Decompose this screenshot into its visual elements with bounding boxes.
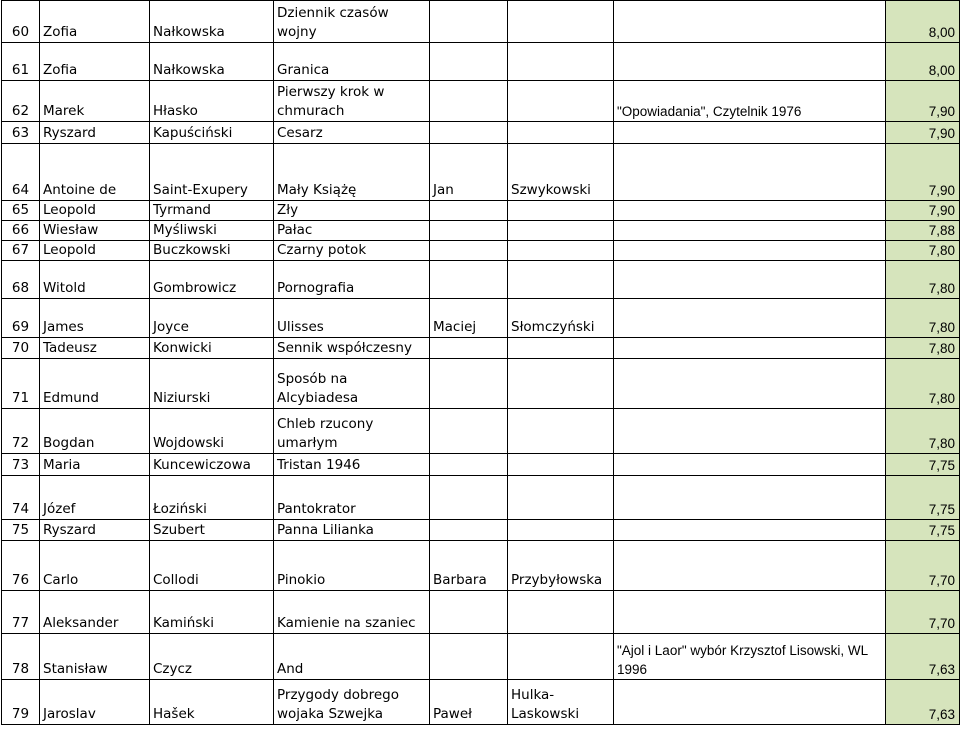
book-title: Dziennik czasów wojny [274, 1, 430, 43]
author-last-name: Buczkowski [150, 241, 274, 261]
row-number: 60 [2, 1, 40, 43]
translator-last-name: Szwykowski [508, 144, 614, 201]
rating-value: 7,90 [886, 144, 960, 201]
author-last-name: Collodi [150, 541, 274, 591]
rating-value: 8,00 [886, 1, 960, 43]
row-number: 76 [2, 541, 40, 591]
row-number: 79 [2, 680, 40, 725]
book-title: Tristan 1946 [274, 454, 430, 476]
edition-note [614, 454, 886, 476]
translator-first-name [430, 476, 508, 520]
translator-last-name [508, 359, 614, 409]
author-last-name: Wojdowski [150, 409, 274, 454]
rating-value: 7,75 [886, 476, 960, 520]
translator-first-name [430, 201, 508, 221]
row-number: 65 [2, 201, 40, 221]
author-last-name: Niziurski [150, 359, 274, 409]
table-row [2, 591, 960, 634]
rating-value: 7,90 [886, 122, 960, 144]
table-row [2, 144, 960, 201]
author-first-name: Ryszard [40, 520, 150, 541]
rating-value: 7,63 [886, 634, 960, 680]
author-last-name: Szubert [150, 520, 274, 541]
table-row [2, 1, 960, 43]
edition-note [614, 43, 886, 81]
author-first-name: Marek [40, 81, 150, 122]
books-table [1, 0, 960, 725]
table-row [2, 454, 960, 476]
edition-note [614, 680, 886, 725]
book-title: Ulisses [274, 299, 430, 338]
author-last-name: Nałkowska [150, 1, 274, 43]
row-number: 77 [2, 591, 40, 634]
translator-first-name [430, 43, 508, 81]
book-title: Pałac [274, 221, 430, 241]
row-number: 78 [2, 634, 40, 680]
row-number: 71 [2, 359, 40, 409]
translator-first-name [430, 261, 508, 299]
author-last-name: Hašek [150, 680, 274, 725]
translator-last-name [508, 221, 614, 241]
table-row [2, 409, 960, 454]
translator-last-name [508, 43, 614, 81]
author-first-name: Carlo [40, 541, 150, 591]
translator-first-name [430, 454, 508, 476]
author-first-name: Bogdan [40, 409, 150, 454]
edition-note [614, 338, 886, 359]
rating-value: 7,80 [886, 241, 960, 261]
author-first-name: Jaroslav [40, 680, 150, 725]
book-title: Zły [274, 201, 430, 221]
book-title: Sennik współczesny [274, 338, 430, 359]
table-row [2, 359, 960, 409]
rating-value: 7,70 [886, 541, 960, 591]
table-row [2, 43, 960, 81]
row-number: 64 [2, 144, 40, 201]
author-first-name: Ryszard [40, 122, 150, 144]
translator-first-name [430, 520, 508, 541]
table-row [2, 81, 960, 122]
author-first-name: Józef [40, 476, 150, 520]
row-number: 69 [2, 299, 40, 338]
edition-note [614, 144, 886, 201]
edition-note [614, 591, 886, 634]
table-row [2, 241, 960, 261]
row-number: 68 [2, 261, 40, 299]
book-title: Sposób na Alcybiadesa [274, 359, 430, 409]
translator-first-name [430, 221, 508, 241]
row-number: 66 [2, 221, 40, 241]
author-first-name: Zofia [40, 1, 150, 43]
translator-first-name [430, 634, 508, 680]
author-last-name: Łoziński [150, 476, 274, 520]
edition-note [614, 201, 886, 221]
translator-last-name [508, 454, 614, 476]
author-last-name: Joyce [150, 299, 274, 338]
row-number: 74 [2, 476, 40, 520]
row-number: 70 [2, 338, 40, 359]
book-title: Czarny potok [274, 241, 430, 261]
author-first-name: Leopold [40, 201, 150, 221]
table-row [2, 634, 960, 680]
table-row [2, 680, 960, 725]
author-first-name: Witold [40, 261, 150, 299]
edition-note [614, 541, 886, 591]
book-title: Cesarz [274, 122, 430, 144]
author-first-name: Tadeusz [40, 338, 150, 359]
translator-first-name [430, 591, 508, 634]
rating-value: 7,75 [886, 454, 960, 476]
translator-first-name [430, 359, 508, 409]
translator-first-name [430, 81, 508, 122]
table-row [2, 122, 960, 144]
translator-first-name: Maciej [430, 299, 508, 338]
book-title: Pinokio [274, 541, 430, 591]
rating-value: 7,88 [886, 221, 960, 241]
author-first-name: James [40, 299, 150, 338]
table-row [2, 261, 960, 299]
book-title: Mały Książę [274, 144, 430, 201]
translator-first-name [430, 122, 508, 144]
author-first-name: Leopold [40, 241, 150, 261]
edition-note [614, 476, 886, 520]
translator-first-name: Jan [430, 144, 508, 201]
author-last-name: Czycz [150, 634, 274, 680]
translator-last-name [508, 201, 614, 221]
rating-value: 7,63 [886, 680, 960, 725]
table-row [2, 299, 960, 338]
row-number: 67 [2, 241, 40, 261]
book-title: Pornografia [274, 261, 430, 299]
translator-last-name: Przybyłowska [508, 541, 614, 591]
translator-last-name: Hulka- Laskowski [508, 680, 614, 725]
table-row [2, 476, 960, 520]
table-row [2, 520, 960, 541]
author-last-name: Hłasko [150, 81, 274, 122]
rating-value: 7,70 [886, 591, 960, 634]
translator-last-name [508, 1, 614, 43]
book-title: Kamienie na szaniec [274, 591, 430, 634]
row-number: 73 [2, 454, 40, 476]
author-last-name: Kamiński [150, 591, 274, 634]
row-number: 62 [2, 81, 40, 122]
translator-first-name: Paweł [430, 680, 508, 725]
row-number: 61 [2, 43, 40, 81]
edition-note [614, 1, 886, 43]
author-first-name: Antoine de [40, 144, 150, 201]
book-title: Pantokrator [274, 476, 430, 520]
rating-value: 7,75 [886, 520, 960, 541]
translator-first-name [430, 338, 508, 359]
author-first-name: Aleksander [40, 591, 150, 634]
book-title: Panna Lilianka [274, 520, 430, 541]
author-last-name: Myśliwski [150, 221, 274, 241]
rating-value: 7,90 [886, 201, 960, 221]
row-number: 63 [2, 122, 40, 144]
author-last-name: Kapuściński [150, 122, 274, 144]
author-first-name: Wiesław [40, 221, 150, 241]
author-last-name: Konwicki [150, 338, 274, 359]
author-last-name: Tyrmand [150, 201, 274, 221]
edition-note: "Opowiadania", Czytelnik 1976 [614, 81, 886, 122]
edition-note [614, 520, 886, 541]
translator-last-name: Słomczyński [508, 299, 614, 338]
author-last-name: Nałkowska [150, 43, 274, 81]
author-first-name: Stanisław [40, 634, 150, 680]
edition-note [614, 299, 886, 338]
edition-note [614, 359, 886, 409]
author-last-name: Gombrowicz [150, 261, 274, 299]
translator-last-name [508, 520, 614, 541]
translator-last-name [508, 476, 614, 520]
translator-last-name [508, 591, 614, 634]
translator-last-name [508, 338, 614, 359]
translator-first-name [430, 241, 508, 261]
book-title: Przygody dobrego wojaka Szwejka [274, 680, 430, 725]
book-title: And [274, 634, 430, 680]
translator-first-name [430, 1, 508, 43]
translator-last-name [508, 634, 614, 680]
table-row [2, 541, 960, 591]
translator-last-name [508, 409, 614, 454]
book-title: Granica [274, 43, 430, 81]
edition-note: "Ajol i Laor" wybór Krzysztof Lisowski, WL 1996 [614, 634, 886, 680]
edition-note [614, 221, 886, 241]
edition-note [614, 409, 886, 454]
book-title: Pierwszy krok w chmurach [274, 81, 430, 122]
rating-value: 7,80 [886, 409, 960, 454]
author-last-name: Saint-Exupery [150, 144, 274, 201]
author-first-name: Maria [40, 454, 150, 476]
rating-value: 7,80 [886, 359, 960, 409]
author-last-name: Kuncewiczowa [150, 454, 274, 476]
table-row [2, 338, 960, 359]
table-row [2, 221, 960, 241]
translator-first-name [430, 409, 508, 454]
rating-value: 8,00 [886, 43, 960, 81]
rating-value: 7,80 [886, 261, 960, 299]
edition-note [614, 122, 886, 144]
author-first-name: Edmund [40, 359, 150, 409]
rating-value: 7,80 [886, 299, 960, 338]
book-title: Chleb rzucony umarłym [274, 409, 430, 454]
row-number: 75 [2, 520, 40, 541]
translator-last-name [508, 122, 614, 144]
table-row [2, 201, 960, 221]
rating-value: 7,90 [886, 81, 960, 122]
edition-note [614, 241, 886, 261]
row-number: 72 [2, 409, 40, 454]
translator-last-name [508, 241, 614, 261]
rating-value: 7,80 [886, 338, 960, 359]
edition-note [614, 261, 886, 299]
author-first-name: Zofia [40, 43, 150, 81]
translator-last-name [508, 261, 614, 299]
translator-first-name: Barbara [430, 541, 508, 591]
translator-last-name [508, 81, 614, 122]
